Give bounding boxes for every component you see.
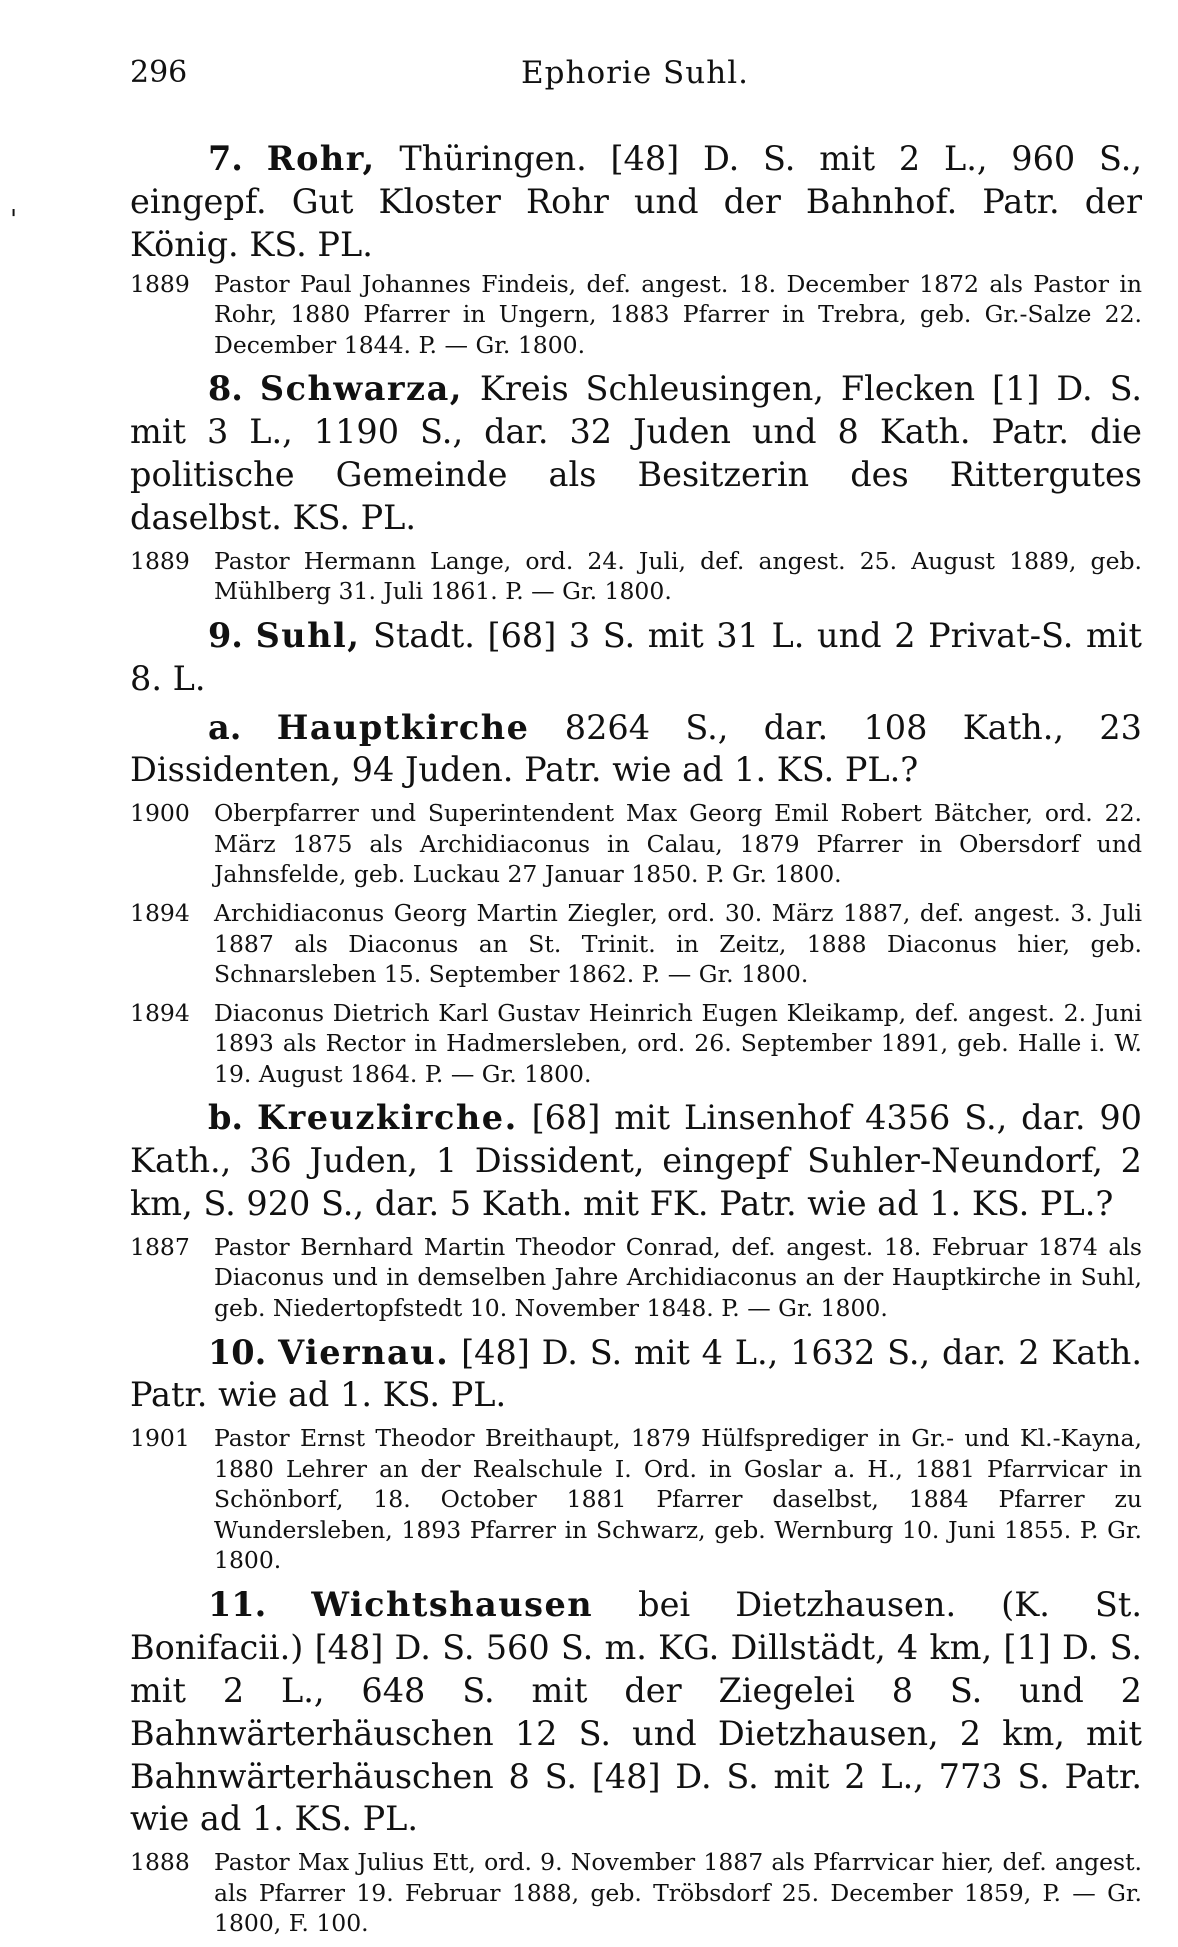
pastor-entry: 1889 Pastor Paul Johannes Findeis, def. angest. 18. December 1872 als Pastor in Rohr, 1880 Pfarrer in Ungern, 1883 Pfarrer in Trebra, geb. Gr.-Salze 22. December 1844. P. — Gr. 1800. — [130, 269, 1142, 359]
page-number: 296 — [130, 55, 188, 90]
running-title: Ephorie Suhl. — [521, 55, 749, 91]
entry-schwarza: 8. Schwarza, Kreis Schleusingen, Flecken [1] D. S. mit 3 L., 1190 S., dar. 32 Juden und 8 Kath. Patr. die politische Gemeinde als Besitzerin des Rittergutes daselbst. KS. PL. — [130, 369, 1142, 537]
page-header — [130, 55, 1140, 105]
pastor-entry: 1889 Pastor Hermann Lange, ord. 24. Juli, def. angest. 25. August 1889, geb. Mühlberg 31. Juli 1861. P. — Gr. 1800. — [130, 546, 1142, 606]
entry-suhl: 9. Suhl, Stadt. [68] 3 S. mit 31 L. und 2 Privat-S. mit 8. L. — [130, 615, 1142, 698]
pastor-entry: 1900 Oberpfarrer und Superintendent Max Georg Emil Robert Bätcher, ord. 22. März 1875 als Archidiaconus in Calau, 1879 Pfarrer in Obersdorf und Jahnsfelde, geb. Luckau 27 Januar 1850. P. Gr. 1800. — [130, 799, 1142, 889]
page-body — [130, 138, 1142, 1947]
entry-viernau: 10. Viernau. [48] D. S. mit 4 L., 1632 S., dar. 2 Kath. Patr. wie ad 1. KS. PL. — [130, 1332, 1142, 1415]
pastor-entry: 1894 Archidiaconus Georg Martin Ziegler, ord. 30. März 1887, def. angest. 3. Juli 1887 als Diaconus an St. Trinit. in Zeitz, 1888 Diaconus hier, geb. Schnarsleben 15. September 1862. P. — Gr. 1800. — [130, 899, 1142, 989]
pastor-entry: 1887 Pastor Bernhard Martin Theodor Conrad, def. angest. 18. Februar 1874 als Diaconus und in demselben Jahre Archidiaconus an der Hauptkirche in Suhl, geb. Niedertopfstedt 10. November 1848. P. — Gr. 1800. — [130, 1232, 1142, 1322]
pastor-entry: 1894 Diaconus Dietrich Karl Gustav Heinrich Eugen Kleikamp, def. angest. 2. Juni 1893 als Rector in Hadmersleben, ord. 26. September 1891, geb. Halle i. W. 19. August 1864. P. — Gr. 1800. — [130, 998, 1142, 1088]
entry-kreuzkirche: b. Kreuzkirche. [68] mit Linsenhof 4356 S., dar. 90 Kath., 36 Juden, 1 Dissident, eingepf Suhler-Neundorf, 2 km, S. 920 S., dar. 5 Kath. mit FK. Patr. wie ad 1. KS. PL.? — [130, 1098, 1142, 1224]
pastor-entry: 1901 Pastor Ernst Theodor Breithaupt, 1879 Hülfsprediger in Gr.- und Kl.-Kayna, 1880 Lehrer an der Realschule I. Ord. in Goslar a. H., 1881 Pfarrvicar in Schönborf, 18. October 1881 Pfarrer daselbst, 1884 Pfarrer zu Wundersleben, 1893 Pfarrer in Schwarz, geb. Wernburg 10. Juni 1855. P. Gr. 1800. — [130, 1424, 1142, 1575]
entry-hauptkirche: a. Hauptkirche 8264 S., dar. 108 Kath., 23 Dissidenten, 94 Juden. Patr. wie ad 1. KS. PL.? — [130, 707, 1142, 790]
pastor-entry: 1888 Pastor Max Julius Ett, ord. 9. November 1887 als Pfarrvicar hier, def. angest. als Pfarrer 19. Februar 1888, geb. Tröbsdorf 25. December 1859, P. — Gr. 1800, F. 100. — [130, 1848, 1142, 1938]
entry-rohr: 7. Rohr, Thüringen. [48] D. S. mit 2 L., 960 S., eingepf. Gut Kloster Rohr und der Bahnhof. Patr. der König. KS. PL. — [130, 139, 1142, 264]
entry-wichtshausen: 11. Wichtshausen bei Dietzhausen. (K. St. Bonifacii.) [48] D. S. 560 S. m. KG. Dillstädt, 4 km, [1] D. S. mit 2 L., 648 S. mit der Ziegelei 8 S. und 2 Bahnwärterhäuschen 12 S. und Dietzhausen, 2 km, mit Bahnwärterhäuschen 8 S. [48] D. S. mit 2 L., 773 S. Patr. wie ad 1. KS. PL. — [130, 1585, 1142, 1839]
margin-mark: ' — [10, 205, 18, 235]
